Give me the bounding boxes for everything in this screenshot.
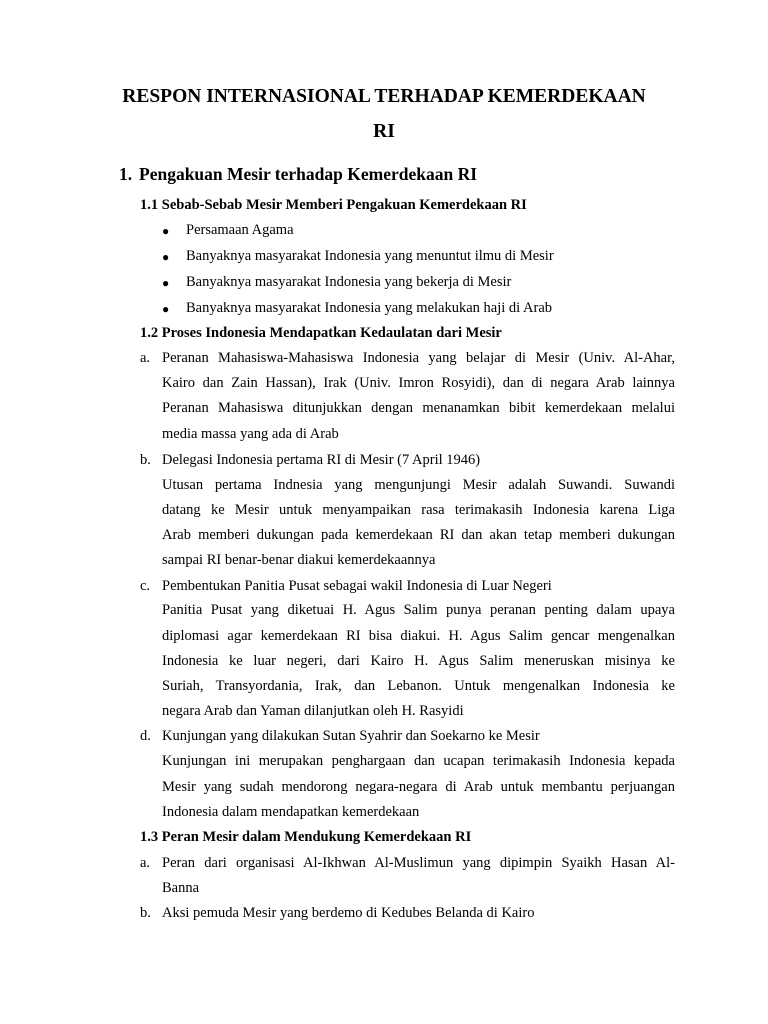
paragraph-line: Indonesia ke luar negeri, dari Kairo H. Agus Salim meneruskan misinya ke xyxy=(162,653,675,669)
paragraph-line: Indonesia dalam mendapatkan kemerdekaan xyxy=(162,804,420,820)
subsection-1-1-heading: 1.1 Sebab-Sebab Mesir Memberi Pengakuan Kemerdekaan RI xyxy=(140,197,527,213)
paragraph-line: sampai RI benar-benar diakui kemerdekaannya xyxy=(162,552,436,568)
paragraph-line: Panitia Pusat yang diketuai H. Agus Salim punya peranan penting dalam upaya xyxy=(162,602,675,618)
paragraph-line: Banna xyxy=(162,880,200,896)
document-page: RESPON INTERNASIONAL TERHADAP KEMERDEKAAN RI 1. Pengakuan Mesir terhadap Kemerdekaan RI 1.1 Sebab-Sebab Mesir Memberi Pengakuan Kemerdekaan RI ● Persamaan Agama ● Banyaknya masyarakat Indonesia yang menuntut ilmu di Mesir ● Banyaknya masyarakat Indonesia yang bekerja di Mesir ● Banyaknya masyarakat Indonesia yang melakukan haji di Arab 1.2 Proses Indonesia Mendapatkan Kedaulatan dari Mesir a. Peranan Mahasiswa-Mahasiswa Indonesia yang belajar di Mesir (Univ. Al-Ahar, Kairo dan Zain Hassan), Irak (Univ. Imron Rosyidi), dan di negara Arab lainnya Peranan Mahasiswa ditunjukkan dengan menanamkan bibit kemerdekaan melalui media massa yang ada di Arab b. Delegasi Indonesia pertama RI di Mesir (7 April 1946) Utusan pertama Indnesia yang mengunjungi Mesir adalah Suwandi. Suwandi datang ke Mesir untuk menyampaikan rasa terimakasih Indonesia karena Liga Arab memberi dukungan pada kemerdekaan RI dan akan tetap memberi dukungan sampai RI benar-benar diakui kemerdekaannya c. Pembentukan Panitia Pusat sebagai wakil Indonesia di Luar Negeri Panitia Pusat yang diketuai H. Agus Salim punya peranan penting dalam upaya diplomasi agar kemerdekaan RI bisa diakui. H. Agus Salim gencar mengenalkan Indonesia ke luar negeri, dari Kairo H. Agus Salim meneruskan misinya ke Suriah, Transyordania, Irak, dan Lebanon. Untuk mengenalkan Indonesia ke negara Arab dan Yaman dilanjutkan oleh H. Rasyidi d. Kunjungan yang dilakukan Sutan Syahrir dan Soekarno ke Mesir Kunjungan ini merupakan penghargaan dan ucapan terimakasih Indonesia kepada Mesir yang sudah mendorong negara-negara di Arab untuk membantu perjuangan Indonesia dalam mendapatkan kemerdekaan 1.3 Peran Mesir dalam Mendukung Kemerdekaan RI a. Peran dari organisasi Al-Ikhwan Al-Muslimun yang dipimpin Syaikh Hasan Al- Banna b. Aksi pemuda Mesir yang berdemo di Kedubes Belanda di Kairo xyxy=(0,0,768,1024)
paragraph-line: Arab memberi dukungan pada kemerdekaan RI dan akan tetap memberi dukungan xyxy=(162,527,675,543)
paragraph-line: diplomasi agar kemerdekaan RI bisa diakui. H. Agus Salim gencar mengenalkan xyxy=(162,628,675,644)
document-title-line-2: RI xyxy=(373,121,395,142)
paragraph-line: Peranan Mahasiswa-Mahasiswa Indonesia yang belajar di Mesir (Univ. Al-Ahar, xyxy=(162,350,675,366)
subsection-1-2-heading: 1.2 Proses Indonesia Mendapatkan Kedaulatan dari Mesir xyxy=(140,325,502,341)
bullet-icon: ● xyxy=(162,250,170,264)
paragraph-line: Mesir yang sudah mendorong negara-negara di Arab untuk membantu perjuangan xyxy=(162,779,675,795)
paragraph-line: Kunjungan ini merupakan penghargaan dan ucapan terimakasih Indonesia kepada xyxy=(162,753,675,769)
paragraph-line: datang ke Mesir untuk menyampaikan rasa terimakasih Indonesia karena Liga xyxy=(162,502,675,518)
subsection-1-3-heading: 1.3 Peran Mesir dalam Mendukung Kemerdekaan RI xyxy=(140,829,472,845)
paragraph-line: Utusan pertama Indnesia yang mengunjungi Mesir adalah Suwandi. Suwandi xyxy=(162,477,675,493)
document-title-line-1: RESPON INTERNASIONAL TERHADAP KEMERDEKAAN xyxy=(122,86,646,107)
paragraph-line: Delegasi Indonesia pertama RI di Mesir (7 April 1946) xyxy=(162,452,481,468)
paragraph-line: Kairo dan Zain Hassan), Irak (Univ. Imron Rosyidi), dan di negara Arab lainnya xyxy=(162,375,675,391)
section-1-heading xyxy=(119,164,477,185)
paragraph-line: Aksi pemuda Mesir yang berdemo di Kedubes Belanda di Kairo xyxy=(162,905,535,921)
section-title: Pengakuan Mesir terhadap Kemerdekaan RI xyxy=(139,164,478,184)
paragraph-line: Kunjungan yang dilakukan Sutan Syahrir dan Soekarno ke Mesir xyxy=(162,728,540,744)
bullet-icon: ● xyxy=(162,276,170,290)
paragraph-line: negara Arab dan Yaman dilanjutkan oleh H. Rasyidi xyxy=(162,703,464,719)
paragraph-line: media massa yang ada di Arab xyxy=(162,426,339,442)
paragraph-line: Suriah, Transyordania, Irak, dan Lebanon. Untuk mengenalkan Indonesia ke xyxy=(162,678,675,694)
bullet-icon: ● xyxy=(162,302,170,316)
section-number: 1. xyxy=(119,164,133,184)
paragraph-line: Peranan Mahasiswa ditunjukkan dengan menanamkan bibit kemerdekaan melalui xyxy=(162,400,675,416)
bullet-icon: ● xyxy=(162,224,170,238)
paragraph-line: Pembentukan Panitia Pusat sebagai wakil Indonesia di Luar Negeri xyxy=(162,578,552,594)
paragraph-line: Peran dari organisasi Al-Ikhwan Al-Muslimun yang dipimpin Syaikh Hasan Al- xyxy=(162,855,675,871)
